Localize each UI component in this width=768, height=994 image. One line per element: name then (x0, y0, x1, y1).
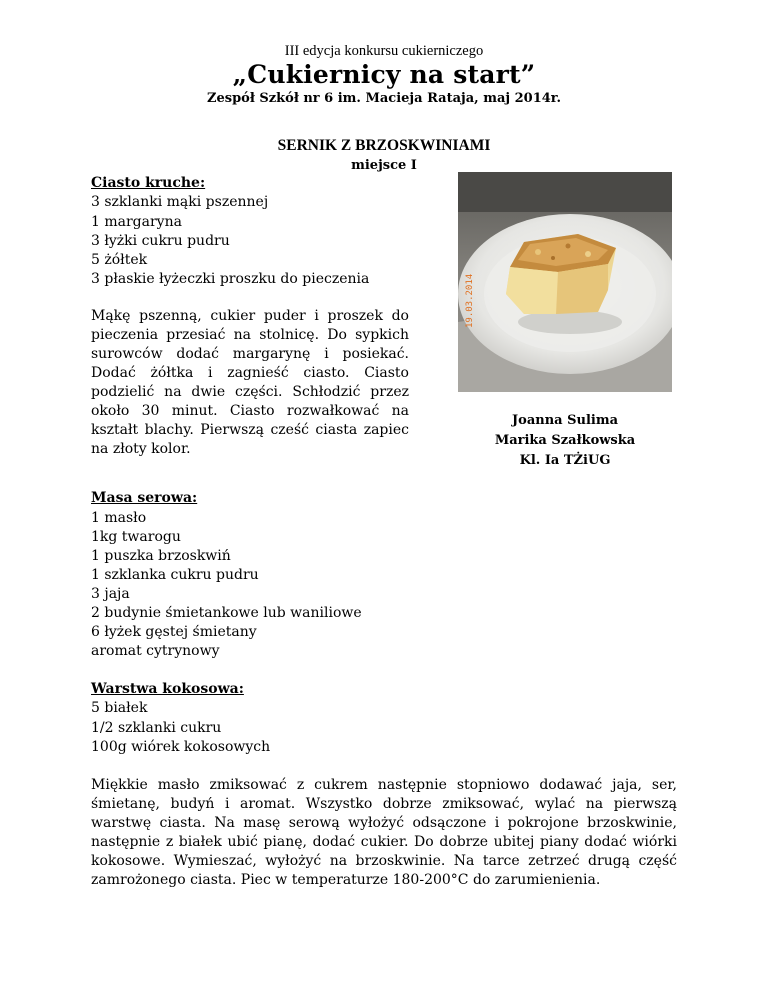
cheese-ingredient: 1 masło (91, 510, 147, 526)
authors-block (458, 411, 672, 471)
final-instructions: Miękkie masło zmiksować z cukrem następnie stopniowo dodawać jaja, ser, śmietanę, budyń i aromat. Wszystko dobrze zmiksować, wylać na pierwszą warstwę ciasta. Na masę serową wyłożyć odsączone i pokrojone brzoskwinie, następnie z białek ubić pianę, dodać cukier. Do dobrze ubitej piany dodać wiórki kokosowe. Wymieszać, wyłożyć na brzoskwinie. Na tarce zetrzeć drugą część zamrożonego ciasta. Piec w temperaturze 180-200°C do zarumienienia. (91, 777, 677, 888)
cheese-ingredient: 1 puszka brzoskwiń (91, 548, 231, 564)
dough-instructions: Mąkę pszenną, cukier puder i proszek do pieczenia przesiać na stolnicę. Do sypkich surowców dodać margarynę i posiekać. Dodać żółtka i zagnieść ciasto. Ciasto podzielić na dwie części. Schłodzić przez około 30 minut. Ciasto rozwałkować na kształt blachy. Pierwszą cześć ciasta zapiec na złoty kolor. (91, 308, 409, 457)
cheese-ingredient: 1 szklanka cukru pudru (91, 567, 259, 583)
cake-photo (458, 172, 672, 392)
contest-edition: III edycja konkursu cukierniczego (284, 43, 484, 59)
cheese-ingredient: 1kg twarogu (91, 529, 181, 545)
author-name: Marika Szałkowska (494, 433, 636, 448)
dough-ingredient: 1 margaryna (91, 214, 182, 230)
coconut-ingredient: 100g wiórek kokosowych (91, 739, 271, 755)
author-class: Kl. Ia TŻiUG (519, 453, 611, 468)
recipe-place: miejsce I (351, 158, 417, 173)
coconut-ingredient: 1/2 szklanki cukru (91, 720, 222, 736)
author-name: Joanna Sulima (512, 413, 618, 428)
cheese-ingredient: 3 jaja (91, 586, 130, 602)
coconut-ingredient: 5 białek (91, 700, 148, 716)
contest-title: „Cukiernicy na start” (232, 60, 536, 89)
dough-ingredient: 3 szklanki mąki pszennej (91, 194, 269, 210)
cake-photo-image (458, 172, 672, 392)
cheese-ingredient: 2 budynie śmietankowe lub waniliowe (91, 605, 362, 621)
recipe-title: SERNIK Z BRZOSKWINIAMI (277, 137, 491, 154)
photo-date-stamp: 19.03.2014 (465, 273, 475, 328)
dough-ingredient: 5 żółtek (91, 252, 148, 268)
cheese-ingredient: aromat cytrynowy (91, 643, 220, 659)
school-line: Zespół Szkół nr 6 im. Macieja Rataja, maj 2014r. (207, 91, 561, 106)
cheese-heading: Masa serowa: (91, 490, 198, 506)
coconut-heading: Warstwa kokosowa: (91, 681, 244, 697)
dough-ingredient: 3 płaskie łyżeczki proszku do pieczenia (91, 271, 370, 287)
cheese-ingredient: 6 łyżek gęstej śmietany (91, 624, 257, 640)
dough-heading: Ciasto kruche: (91, 175, 206, 191)
dough-ingredient: 3 łyżki cukru pudru (91, 233, 230, 249)
